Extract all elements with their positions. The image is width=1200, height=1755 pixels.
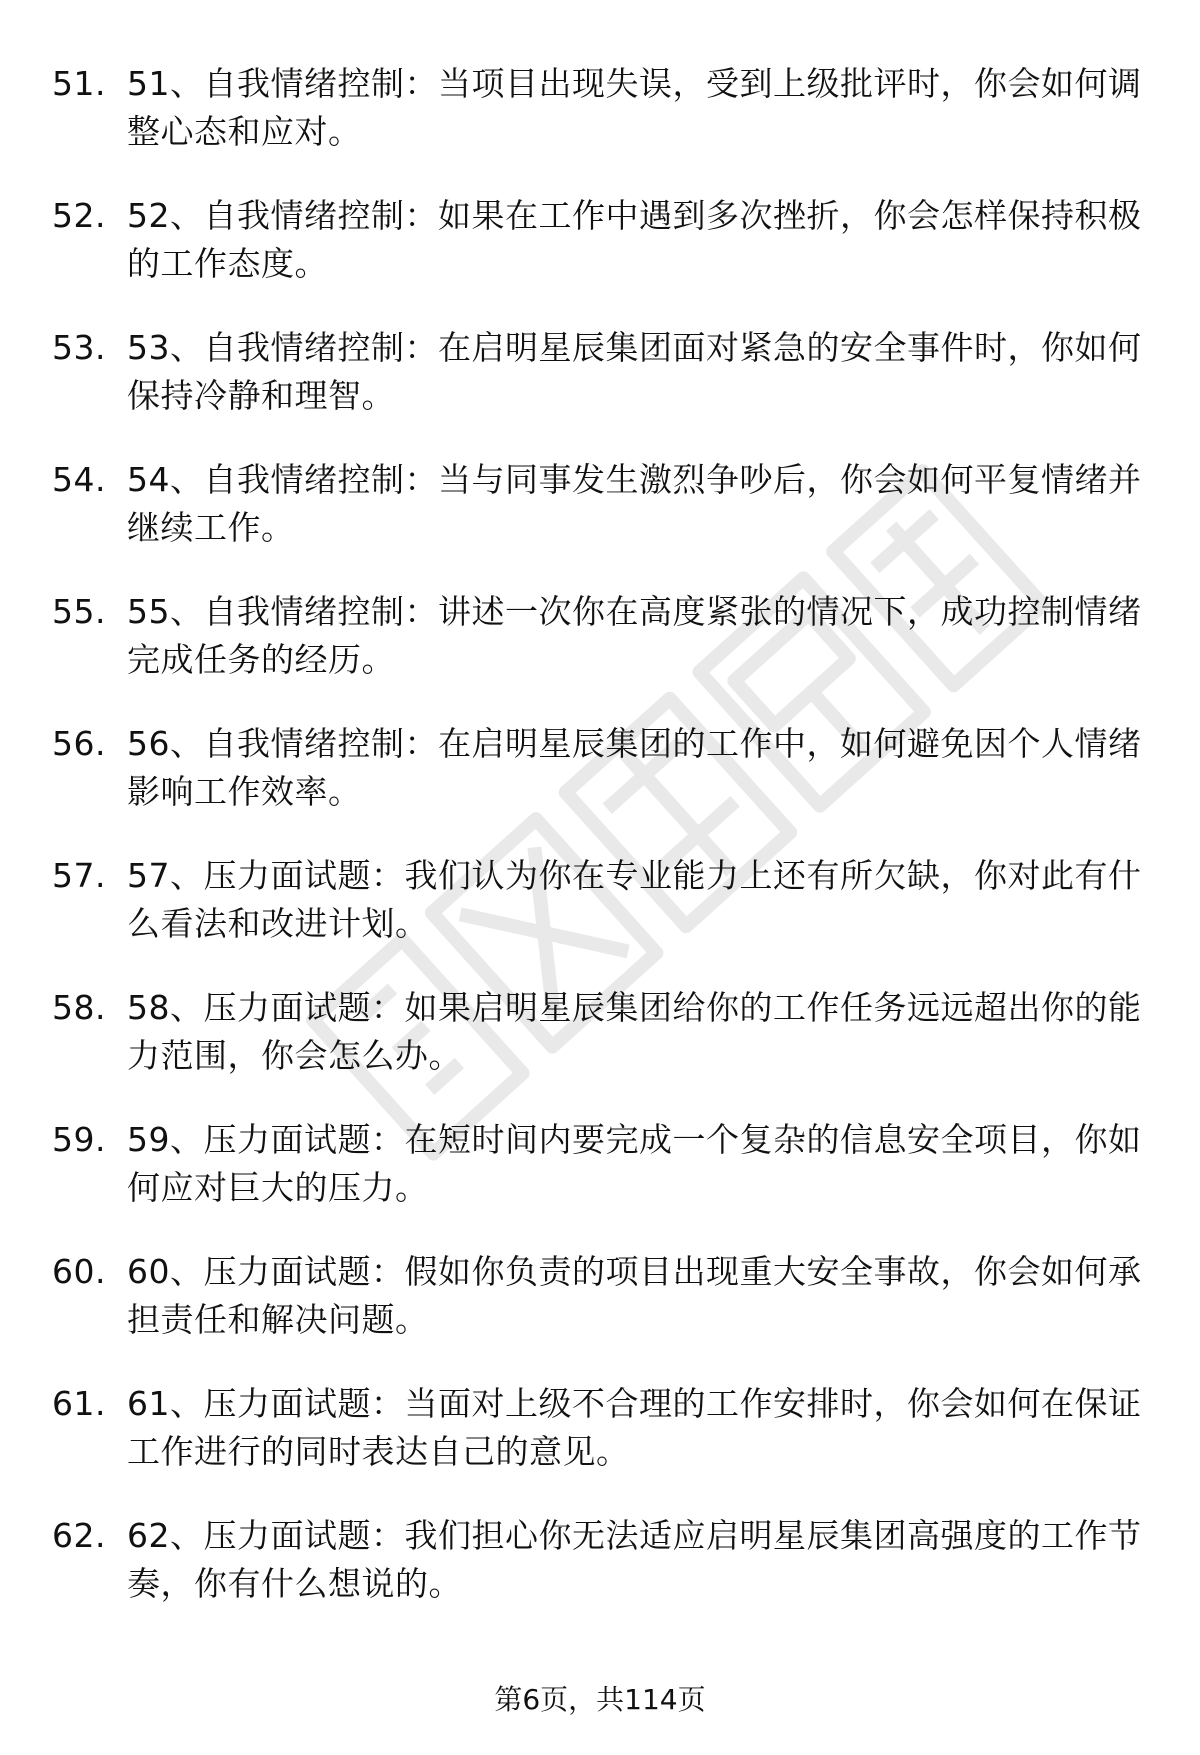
list-number: 62. <box>52 1516 106 1555</box>
list-item <box>0 1248 1200 1380</box>
question-text: 51、自我情绪控制：当项目出现失误，受到上级批评时，你会如何调整心态和应对。 <box>127 64 1142 151</box>
list-number: 53. <box>52 328 106 367</box>
list-item <box>0 60 1200 192</box>
list-number: 52. <box>52 196 106 235</box>
list-item <box>0 456 1200 588</box>
list-item <box>0 324 1200 456</box>
page-number-footer: 第6页，共114页 <box>494 1683 706 1716</box>
list-number: 60. <box>52 1252 106 1291</box>
list-item <box>0 1380 1200 1512</box>
list-number: 59. <box>52 1120 106 1159</box>
question-text: 60、压力面试题：假如你负责的项目出现重大安全事故，你会如何承担责任和解决问题。 <box>127 1252 1142 1339</box>
question-text: 61、压力面试题：当面对上级不合理的工作安排时，你会如何在保证工作进行的同时表达自己的意见。 <box>127 1384 1142 1471</box>
list-number: 56. <box>52 724 106 763</box>
list-item <box>0 984 1200 1116</box>
list-item <box>0 588 1200 720</box>
list-item <box>0 1512 1200 1644</box>
list-number: 54. <box>52 460 106 499</box>
question-text: 58、压力面试题：如果启明星辰集团给你的工作任务远远超出你的能力范围，你会怎么办。 <box>127 988 1142 1075</box>
question-text: 59、压力面试题：在短时间内要完成一个复杂的信息安全项目，你如何应对巨大的压力。 <box>127 1120 1142 1207</box>
list-number: 51. <box>52 64 106 103</box>
question-text: 54、自我情绪控制：当与同事发生激烈争吵后，你会如何平复情绪并继续工作。 <box>127 460 1142 547</box>
list-item <box>0 192 1200 324</box>
list-number: 57. <box>52 856 106 895</box>
question-text: 53、自我情绪控制：在启明星辰集团面对紧急的安全事件时，你如何保持冷静和理智。 <box>127 328 1142 415</box>
list-item <box>0 852 1200 984</box>
question-text: 57、压力面试题：我们认为你在专业能力上还有所欠缺，你对此有什么看法和改进计划。 <box>127 856 1142 943</box>
question-text: 55、自我情绪控制：讲述一次你在高度紧张的情况下，成功控制情绪完成任务的经历。 <box>127 592 1142 679</box>
list-number: 58. <box>52 988 106 1027</box>
list-item <box>0 720 1200 852</box>
list-number: 55. <box>52 592 106 631</box>
list-number: 61. <box>52 1384 106 1423</box>
question-text: 62、压力面试题：我们担心你无法适应启明星辰集团高强度的工作节奏，你有什么想说的。 <box>127 1516 1142 1603</box>
question-list <box>0 60 1200 1644</box>
question-text: 52、自我情绪控制：如果在工作中遇到多次挫折，你会怎样保持积极的工作态度。 <box>127 196 1142 283</box>
question-text: 56、自我情绪控制：在启明星辰集团的工作中，如何避免因个人情绪影响工作效率。 <box>127 724 1142 811</box>
list-item <box>0 1116 1200 1248</box>
